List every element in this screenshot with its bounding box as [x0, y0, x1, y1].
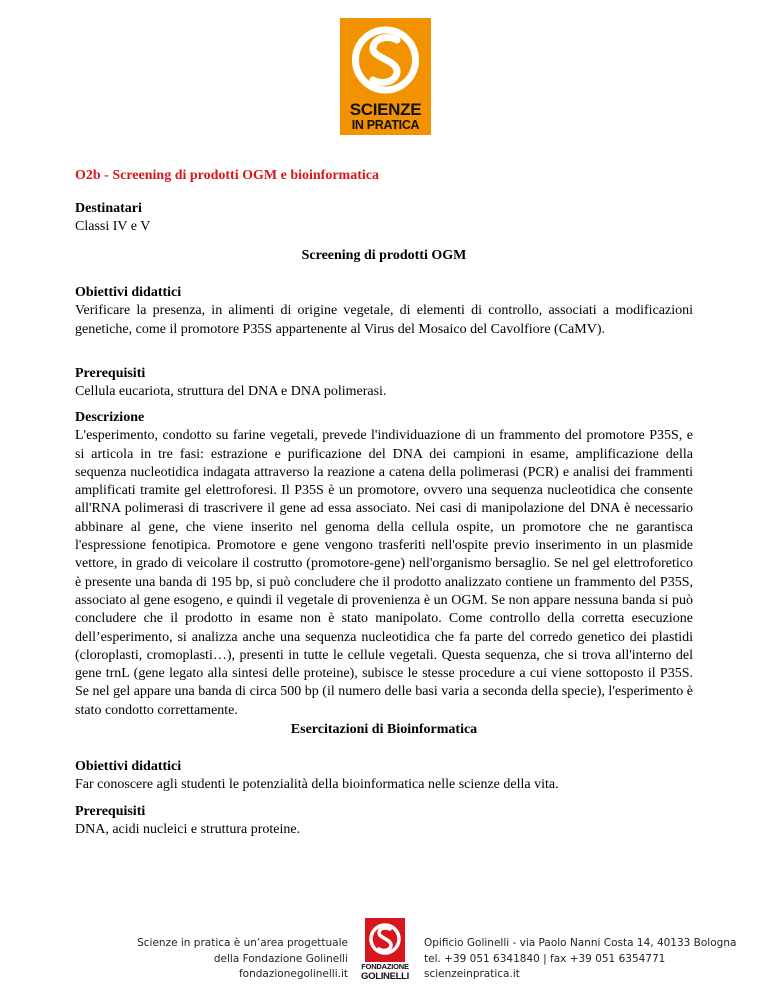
golinelli-logo-line2: GOLINELLI: [361, 971, 409, 982]
golinelli-logo-line1: FONDAZIONE: [361, 962, 409, 971]
document-title: O2b - Screening di prodotti OGM e bioinformatica: [75, 168, 379, 183]
footer-left-website[interactable]: fondazionegolinelli.it: [238, 968, 348, 980]
section1-descrizione-heading: Descrizione: [75, 410, 145, 425]
section1-descrizione-text: L'esperimento, condotto su farine vegetali, prevede l'individuazione di un frammento del promotore P35S, e si articola in tre fasi: estrazione e purificazione del DNA dei campioni in esame, amplificazione della sequenza nucleotidica indagata attraverso la reazione a catena della polimerasi (PCR) e analisi dei frammenti amplificati tramite gel elettroforesi. Il P35S è un promotore, ovvero una sequenza nucleotidica che consente all'RNA polimerasi di trascrivere il gene ad essa associato. Nei casi di manipolazione del DNA è necessario abbinare al gene, che viene inserito nel genoma della cellula ospite, un promotore che ne garantisca l'espressione fenotipica. Promotore e gene vengono trasferiti nell'ospite previo inserimento in un plasmide vettore, in grado di veicolare il costrutto (promotore-gene) nell'organismo bersaglio. Se nel gel elettroforetico è presente una banda di 195 bp, si può concludere che il prodotto analizzato contiene un frammento del P35S, associato al gene esogeno, e quindi il vegetale di provenienza è un OGM. Se non appare nessuna banda si può concludere che il prodotto in esame non è stato manipolato. Come controllo della corretta esecuzione dell’esperimento, si analizza anche una sequenza nucleotidica che fa parte del corredo genetico dei plastidi (cloroplasti, cromoplasti…), presenti in tutte le cellule vegetali. Questa sequenza, che si trova all'interno del gene trnL (gene legato alla sintesi delle proteine), subisce le stesse procedure a cui viene sottoposto il P35S. Se nel gel appare una banda di circa 500 bp (il numero delle basi varia a seconda della specie), l'esperimento è stato condotto correttamente.: [75, 428, 693, 718]
footer-left-line1: Scienze in pratica è un’area progettuale: [137, 937, 348, 949]
destinatari-section: [75, 200, 693, 237]
footer-address: Opificio Golinelli - via Paolo Nanni Costa 14, 40133 Bologna: [424, 937, 737, 949]
destinatari-text: Classi IV e V: [75, 219, 151, 235]
footer-phone-fax: tel. +39 051 6341840 | fax +39 051 6354771: [424, 952, 666, 965]
section2-obiettivi: [75, 758, 693, 795]
section2-prerequisiti-heading: Prerequisiti: [75, 804, 146, 819]
scienze-in-pratica-logo: [340, 18, 431, 135]
section1-obiettivi-heading: Obiettivi didattici: [75, 285, 182, 300]
logo-mark-icon: [340, 18, 431, 102]
section1-prerequisiti: [75, 365, 693, 402]
section2-obiettivi-heading: Obiettivi didattici: [75, 759, 182, 774]
section2-obiettivi-text: Far conoscere agli studenti le potenzialità della bioinformatica nelle scienze della vita.: [75, 777, 559, 793]
section2-prerequisiti: [75, 803, 693, 840]
footer-right-info: [424, 936, 736, 983]
section1-prerequisiti-text: Cellula eucariota, struttura del DNA e DNA polimerasi.: [75, 384, 387, 400]
golinelli-logo-mark-icon: [359, 918, 411, 962]
section1-prerequisiti-heading: Prerequisiti: [75, 366, 146, 381]
fondazione-golinelli-logo: [359, 918, 411, 982]
footer-left-info: [137, 936, 348, 983]
destinatari-heading: Destinatari: [75, 201, 142, 216]
section2-title: Esercitazioni di Bioinformatica: [290, 722, 478, 737]
footer-left-line2: della Fondazione Golinelli: [213, 952, 348, 965]
footer-right-website[interactable]: scienzeinpratica.it: [424, 968, 520, 980]
section1-obiettivi-text: Verificare la presenza, in alimenti di origine vegetale, di elementi di controllo, associati a modificazioni genetiche, come il promotore P35S appartenente al Virus del Mosaico del Cavolfiore (CaMV).: [75, 303, 693, 337]
section1-title: Screening di prodotti OGM: [301, 248, 467, 263]
section1-descrizione: [75, 409, 693, 720]
section1-obiettivi: [75, 284, 693, 339]
logo-text-line1: SCIENZE: [349, 100, 422, 119]
logo-text-line2: IN PRATICA: [351, 118, 420, 132]
section2-prerequisiti-text: DNA, acidi nucleici e struttura proteine.: [75, 822, 301, 838]
